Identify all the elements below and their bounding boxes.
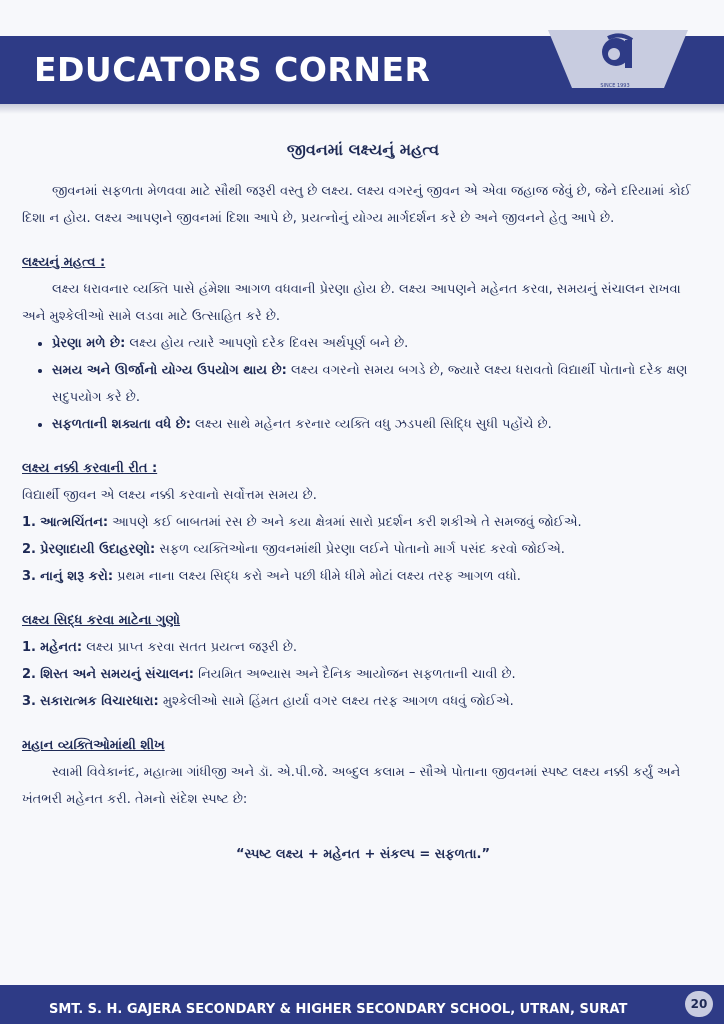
item-text: આપણે કઈ બાબતમાં રસ છે અને કયા ક્ષેત્રમાં સારો પ્રદર્શન કરી શકીએ તે સમજવું જોઈએ. [108, 515, 582, 530]
item-number: 1. [22, 640, 36, 655]
list-item [22, 509, 704, 536]
item-label: આત્મચિંતન: [40, 515, 109, 530]
bullet-label: પ્રેરણા મળે છે: [52, 336, 126, 351]
importance-bullet-list [22, 330, 704, 438]
item-number: 2. [22, 667, 36, 682]
section-importance-heading: લક્ષ્યનું મહત્વ : [22, 255, 106, 270]
section-lessons-text: સ્વામી વિવેકાનંદ, મહાત્મા ગાંધીજી અને ડૉ. એ.પી.જે. અબ્દુલ કલામ – સૌએ પોતાના જીવનમાં સ્પષ્ટ લક્ષ્ય નક્કી કર્યું અને ખંતભરી મહેનત કરી. તેમનો સંદેશ સ્પષ્ટ છે: [22, 765, 681, 807]
list-item [22, 634, 704, 661]
bullet-label: સમય અને ઊર્જાનો યોગ્ય ઉપયોગ થાય છે: [52, 363, 287, 378]
item-text: લક્ષ્ય પ્રાપ્ત કરવા સતત પ્રયત્ન જરૂરી છે. [82, 640, 298, 655]
footer-school-name: SMT. S. H. GAJERA SECONDARY & HIGHER SECONDARY SCHOOL, UTRAN, SURAT [49, 1002, 628, 1017]
item-text: પ્રથમ નાના લક્ષ્ય સિદ્ધ કરો અને પછી ધીમે ધીમે મોટાં લક્ષ્ય તરફ આગળ વધો. [113, 569, 521, 584]
section-method-heading: લક્ષ્ય નક્કી કરવાની રીત : [22, 461, 158, 476]
bullet-label: સફળતાની શક્યતા વધે છે: [52, 417, 191, 432]
item-number: 3. [22, 694, 36, 709]
list-item [22, 661, 704, 688]
bullet-text: લક્ષ્ય વગરનો સમય બગડે છે, જ્યારે લક્ષ્ય ધરાવતો વિદ્યાર્થી પોતાનો દરેક ક્ષણ સદુપયોગ કરે છે. [52, 363, 688, 405]
closing-quote: “સ્પષ્ટ લક્ષ્ય + મહેનત + સંકલ્પ = સફળતા.” [236, 847, 490, 862]
page-number-badge: 20 [685, 991, 713, 1017]
section-qualities-heading: લક્ષ્ય સિદ્ધ કરવા માટેના ગુણો [22, 613, 181, 628]
article [22, 140, 704, 868]
list-item [22, 688, 704, 715]
section-method-text: વિદ્યાર્થી જીવન એ લક્ષ્ય નક્કી કરવાનો સર્વોત્તમ સમય છે. [22, 488, 317, 503]
item-label: નાનું શરૂ કરો: [40, 569, 114, 584]
bullet-text: લક્ષ્ય હોય ત્યારે આપણો દરેક દિવસ અર્થપૂર્ણ બને છે. [125, 336, 409, 351]
item-label: પ્રેરણાદાયી ઉદાહરણો: [40, 542, 156, 557]
intro-paragraph: જીવનમાં સફળતા મેળવવા માટે સૌથી જરૂરી વસ્તુ છે લક્ષ્ય. લક્ષ્ય વગરનું જીવન એ એવા જહાજ જેવું છે, જેને દરિયામાં કોઈ દિશા ન હોય. લક્ષ્ય આપણને જીવનમાં દિશા આપે છે, પ્રયત્નોનું યોગ્ય માર્ગદર્શન કરે છે અને જીવનને હેતુ આપે છે. [22, 184, 691, 226]
list-item [52, 357, 704, 411]
list-item [52, 411, 704, 438]
item-label: સકારાત્મક વિચારધારા: [40, 694, 159, 709]
item-text: મુશ્કેલીઓ સામે હિંમત હાર્યા વગર લક્ષ્ય તરફ આગળ વધવું જોઈએ. [158, 694, 514, 709]
bullet-text: લક્ષ્ય સાથે મહેનત કરનાર વ્યક્તિ વધુ ઝડપથી સિદ્ધિ સુધી પહોંચે છે. [191, 417, 552, 432]
item-label: શિસ્ત અને સમયનું સંચાલન: [40, 667, 194, 682]
list-item [52, 330, 704, 357]
list-item [22, 536, 704, 563]
item-label: મહેનત: [40, 640, 83, 655]
header-title: EDUCATORS CORNER [34, 50, 431, 89]
list-item [22, 563, 704, 590]
logo-since-text: SINCE 1993 [600, 83, 630, 89]
article-title: જીવનમાં લક્ષ્યનું મહત્વ [286, 140, 440, 159]
item-number: 2. [22, 542, 36, 557]
item-text: નિયમિત અભ્યાસ અને દૈનિક આયોજન સફળતાની ચાવી છે. [194, 667, 516, 682]
section-importance-text: લક્ષ્ય ધરાવનાર વ્યક્તિ પાસે હંમેશા આગળ વધવાની પ્રેરણા હોય છે. લક્ષ્ય આપણને મહેનત કરવા, સમયનું સંચાલન રાખવા અને મુશ્કેલીઓ સામે લડવા માટે ઉત્સાહિત કરે છે. [22, 282, 681, 324]
header-divider [0, 104, 724, 114]
item-number: 3. [22, 569, 36, 584]
section-lessons-heading: મહાન વ્યક્તિઓમાંથી શીખ [22, 738, 165, 753]
item-number: 1. [22, 515, 36, 530]
item-text: સફળ વ્યક્તિઓના જીવનમાંથી પ્રેરણા લઈને પોતાનો માર્ગ પસંદ કરવો જોઈએ. [155, 542, 565, 557]
